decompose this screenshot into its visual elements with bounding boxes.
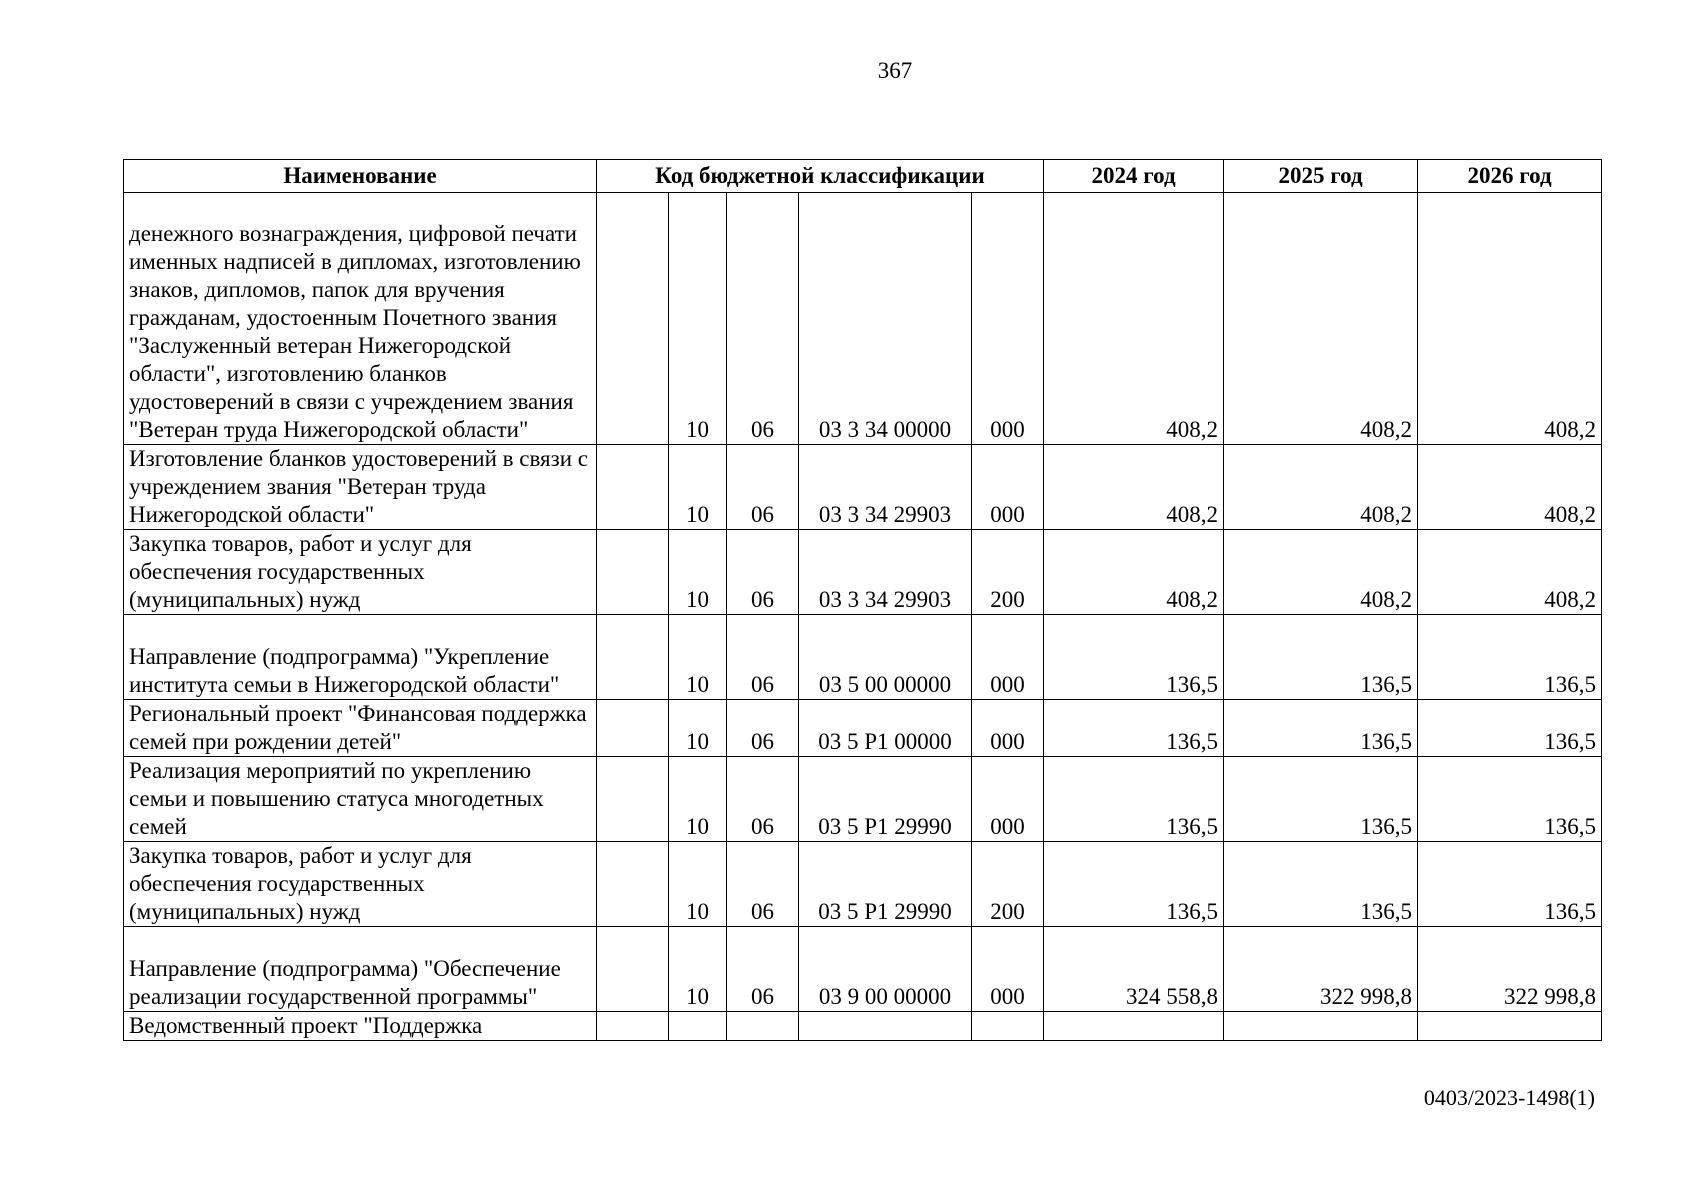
cell-2026: 136,5 [1418,700,1602,757]
cell-expense-type: 000 [972,927,1044,1012]
table-row [124,445,1602,530]
table-row [124,530,1602,615]
row-name: Изготовление бланков удостоверений в связи с учреждением звания "Ветеран труда Нижегородской области" [124,445,597,530]
cell-expense-type [972,1012,1044,1041]
cell-expense-type: 200 [972,530,1044,615]
cell-subsection: 06 [727,193,799,445]
cell-code-1 [597,193,669,445]
cell-2025: 408,2 [1224,530,1418,615]
header-2024: 2024 год [1044,160,1224,193]
row-name: Направление (подпрограмма) "Обеспечение реализации государственной программы" [124,927,597,1012]
cell-subsection: 06 [727,927,799,1012]
table-row [124,842,1602,927]
header-2026: 2026 год [1418,160,1602,193]
cell-code-1 [597,927,669,1012]
cell-2025: 136,5 [1224,757,1418,842]
table-row [124,757,1602,842]
cell-2026: 136,5 [1418,757,1602,842]
cell-subsection: 06 [727,842,799,927]
cell-code-1 [597,530,669,615]
cell-subsection: 06 [727,530,799,615]
cell-section: 10 [669,193,727,445]
cell-2025: 408,2 [1224,193,1418,445]
cell-expense-type: 000 [972,757,1044,842]
cell-2026: 408,2 [1418,530,1602,615]
cell-2024: 324 558,8 [1044,927,1224,1012]
cell-target-article: 03 3 34 00000 [799,193,972,445]
cell-section: 10 [669,842,727,927]
cell-section: 10 [669,700,727,757]
cell-2026: 136,5 [1418,615,1602,700]
cell-target-article: 03 5 Р1 29990 [799,757,972,842]
row-name: Направление (подпрограмма) "Укрепление института семьи в Нижегородской области" [124,615,597,700]
cell-2024: 136,5 [1044,700,1224,757]
cell-2026: 408,2 [1418,193,1602,445]
budget-table [123,159,1602,1041]
cell-target-article: 03 3 34 29903 [799,445,972,530]
table-header-row [124,160,1602,193]
cell-2025 [1224,1012,1418,1041]
cell-2025: 136,5 [1224,615,1418,700]
cell-subsection: 06 [727,615,799,700]
table-row [124,1012,1602,1041]
row-name: денежного вознаграждения, цифровой печати именных надписей в дипломах, изготовлению знаков, дипломов, папок для вручения гражданам, удостоенным Почетного звания "Заслуженный ветеран Нижегородской области", изготовлению бланков удостоверений в связи с учреждением звания "Ветеран труда Нижегородской области" [124,193,597,445]
table-row [124,700,1602,757]
cell-subsection: 06 [727,700,799,757]
cell-2024: 408,2 [1044,530,1224,615]
cell-code-1 [597,700,669,757]
cell-2025: 136,5 [1224,700,1418,757]
cell-expense-type: 000 [972,615,1044,700]
header-2025: 2025 год [1224,160,1418,193]
cell-2024: 136,5 [1044,842,1224,927]
row-name: Закупка товаров, работ и услуг для обеспечения государственных (муниципальных) нужд [124,842,597,927]
cell-target-article: 03 5 Р1 00000 [799,700,972,757]
row-name: Реализация мероприятий по укреплению семьи и повышению статуса многодетных семей [124,757,597,842]
cell-section: 10 [669,615,727,700]
cell-code-1 [597,445,669,530]
page-number: 367 [877,58,913,83]
cell-code-1 [597,757,669,842]
cell-2024: 408,2 [1044,193,1224,445]
cell-section: 10 [669,757,727,842]
table-row [124,927,1602,1012]
cell-2024: 136,5 [1044,615,1224,700]
cell-2025: 408,2 [1224,445,1418,530]
cell-target-article: 03 5 Р1 29990 [799,842,972,927]
cell-2025: 136,5 [1224,842,1418,927]
row-name: Региональный проект "Финансовая поддержка семей при рождении детей" [124,700,597,757]
cell-2024: 408,2 [1044,445,1224,530]
cell-code-1 [597,842,669,927]
header-code: Код бюджетной классификации [597,160,1044,193]
doc-number: 0403/2023-1498(1) [1423,1085,1595,1110]
cell-expense-type: 000 [972,193,1044,445]
cell-expense-type: 000 [972,700,1044,757]
cell-2026: 408,2 [1418,445,1602,530]
cell-2024: 136,5 [1044,757,1224,842]
cell-code-1 [597,615,669,700]
cell-section [669,1012,727,1041]
cell-section: 10 [669,530,727,615]
row-name: Закупка товаров, работ и услуг для обеспечения государственных (муниципальных) нужд [124,530,597,615]
cell-2025: 322 998,8 [1224,927,1418,1012]
cell-section: 10 [669,927,727,1012]
header-name: Наименование [124,160,597,193]
cell-target-article: 03 5 00 00000 [799,615,972,700]
cell-target-article [799,1012,972,1041]
table-body [124,193,1602,1041]
cell-target-article: 03 9 00 00000 [799,927,972,1012]
cell-subsection: 06 [727,757,799,842]
cell-section: 10 [669,445,727,530]
cell-2026 [1418,1012,1602,1041]
cell-expense-type: 000 [972,445,1044,530]
cell-2026: 322 998,8 [1418,927,1602,1012]
table-row [124,615,1602,700]
cell-expense-type: 200 [972,842,1044,927]
cell-subsection [727,1012,799,1041]
table-row [124,193,1602,445]
cell-target-article: 03 3 34 29903 [799,530,972,615]
row-name: Ведомственный проект "Поддержка [124,1012,597,1041]
cell-code-1 [597,1012,669,1041]
cell-subsection: 06 [727,445,799,530]
cell-2026: 136,5 [1418,842,1602,927]
cell-2024 [1044,1012,1224,1041]
